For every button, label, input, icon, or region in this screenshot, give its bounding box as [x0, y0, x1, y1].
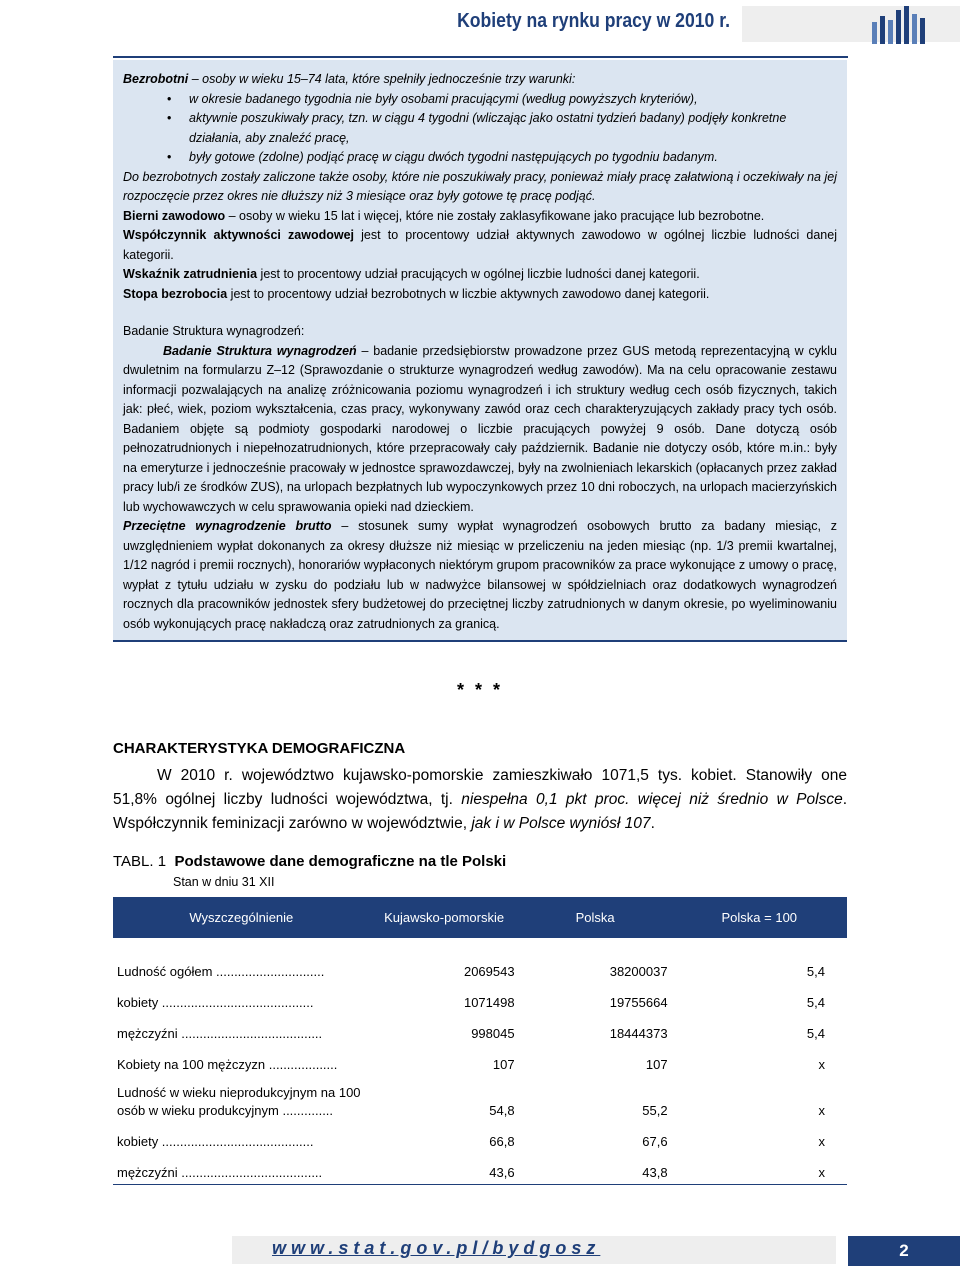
table-row: Kobiety na 100 mężczyzn ................... 107 107 x — [117, 1057, 825, 1072]
table-row: Ludność ogółem .............................. 2069543 38200037 5,4 — [117, 964, 825, 979]
table-subcaption: Stan w dniu 31 XII — [173, 875, 275, 889]
def-gross-wage: Przeciętne wynagrodzenie brutto – stosunek sumy wypłat wynagrodzeń osobowych brutto za badany miesiąc, z uwzględnieniem wypłat dokonanych za okresy dłuższe niż miesiąc w przeliczeniu na jeden miesiąc (np. 1/3 premii kwartalnej, 1/12 nagród i premii rocznych), honorariów wypłaconych niektórym grupom pracowników za prace wykonujące z umowy o pracę, wypłat z tytułu udziału w zysku do podziału lub w nadwyżce bilansowej w spółdzielniach oraz dodatkowych wynagrodzeń rocznych dla pracowników jednostek sfery budżetowej do przeciętnej liczby zatrudnionych w danym okresie, po wyeliminowaniu osób wykonujących pracę nakładczą oraz zatrudnionych za granicą. — [123, 519, 837, 631]
demography-paragraph: W 2010 r. województwo kujawsko-pomorskie zamieszkiwało 1071,5 tys. kobiet. Stanowiły one 51,8% ogólnej liczby ludności województwa, tj. niespełna 0,1 pkt proc. więcej niż średnio w Polsce. Współczynnik feminizacji zarówno w województwie, jak i w Polsce wyniósł 107. — [113, 767, 847, 832]
running-header-title: Kobiety na rynku pracy w 2010 r. — [457, 10, 730, 32]
demography-heading: CHARAKTERYSTYKA DEMOGRAFICZNA — [113, 740, 406, 757]
definitions-box — [113, 60, 847, 642]
col-header: Kujawsko-pomorskie — [370, 897, 519, 938]
table-caption: TABL. 1 Podstawowe dane demograficzne na tle Polski — [113, 853, 507, 870]
bullet-3: • były gotowe (zdolne) podjąć pracę w ciągu dwóch tygodni następujących po tygodniu badanym. — [167, 150, 718, 164]
def-unemployed: Bezrobotni – osoby w wieku 15–74 lata, które spełniły jednocześnie trzy warunki: — [123, 72, 576, 86]
section-separator: * * * — [456, 680, 504, 700]
bullet-2: • aktywnie poszukiwały pracy, tzn. w ciągu 4 tygodni (wliczając jako ostatni tydzień badany) podjęły konkretne — [167, 111, 787, 125]
table-row: mężczyźni ....................................... 43,6 43,8 x — [113, 1153, 847, 1185]
col-header: Polska = 100 — [672, 897, 847, 938]
def-survey: Badanie Struktura wynagrodzeń – badanie przedsiębiorstw prowadzone przez GUS metodą reprezentacyjną w cyklu dwuletnim na formularzu Z–12 (Sprawozdanie o strukturze wynagrodzeń według zawodów). Ma na celu opracowanie zestawu informacji pozwalających na analizę zróżnicowania poziomu wynagrodzeń i ich struktury według cech osób fizycznych, takich jak: płeć, wiek, poziom wykształcenia, czas pracy, wykonywany zawód oraz cech charakteryzujących zakłady pracy tych osób. Badaniem objęte są podmioty gospodarki narodowej o liczbie pracujących powyżej 9 osób. Dane dotyczą osób pełnozatrudnionych i niepełnozatrudnionych, które przepracowały cały październik. Badanie nie dotyczy osób, które m.in.: były na emeryturze i jednocześnie pracowały w jednostce sprawozdawczej, były na zwolnieniach lekarskich (opłacanych przez zakład pracy lub/i ze środków ZUS), na urlopach bezpłatnych lub wypoczynkowych przez 10 dni roboczych, na urlopach macierzyńskich lub wychowawczych w celu sprawowania opieki nad dzieckiem. — [123, 343, 837, 514]
demographic-table — [113, 897, 847, 1185]
col-header: Polska — [519, 897, 672, 938]
survey-heading: Badanie Struktura wynagrodzeń: — [123, 324, 305, 338]
table-row: Ludność w wieku nieprodukcyjnym na 100 — [117, 1085, 361, 1100]
table-row: osób w wieku produkcyjnym .............. 54,8 55,2 x — [117, 1103, 825, 1118]
bar-chart-logo-icon — [870, 6, 934, 44]
page-number: 2 — [848, 1236, 960, 1266]
table-row: kobiety .......................................... 1071498 19755664 5,4 — [117, 995, 825, 1010]
def-unemployment-rate: Stopa bezrobocia jest to procentowy udział bezrobotnych w liczbie aktywnych zawodowo danej kategorii. — [123, 286, 710, 301]
def-inactive: Bierni zawodowo – osoby w wieku 15 lat i więcej, które nie zostały zaklasyfikowane jako pracujące lub bezrobotne. — [123, 208, 765, 223]
table-row: mężczyźni ....................................... 998045 18444373 5,4 — [117, 1026, 825, 1041]
col-header: Wyszczególnienie — [113, 897, 370, 938]
def-activity-rate: Współczynnik aktywności zawodowej jest to procentowy udział aktywnych zawodowo w ogólnej liczbie ludności danej kategorii. — [123, 228, 837, 262]
bullet-1: • w okresie badanego tygodnia nie były osobami pracującymi (według powyższych kryteriów), — [167, 91, 698, 106]
bullet-2-cont: działania, aby znaleźć pracę, — [189, 130, 350, 145]
footer-website-link[interactable]: www.stat.gov.pl/bydgosz — [272, 1238, 601, 1258]
def-also-included: Do bezrobotnych zostały zaliczone także osoby, które nie poszukiwały pracy, ponieważ miały pracę załatwioną i oczekiwały na jej rozpoczęcie przez okres nie dłuższy niż 3 miesiące oraz były gotowe tę pracę podjąć. — [123, 169, 837, 203]
header-rule — [113, 56, 848, 58]
def-employment-rate: Wskaźnik zatrudnienia jest to procentowy udział pracujących w ogólnej liczbie ludności danej kategorii. — [123, 267, 700, 281]
table-row: kobiety .......................................... 66,8 67,6 x — [117, 1134, 825, 1149]
